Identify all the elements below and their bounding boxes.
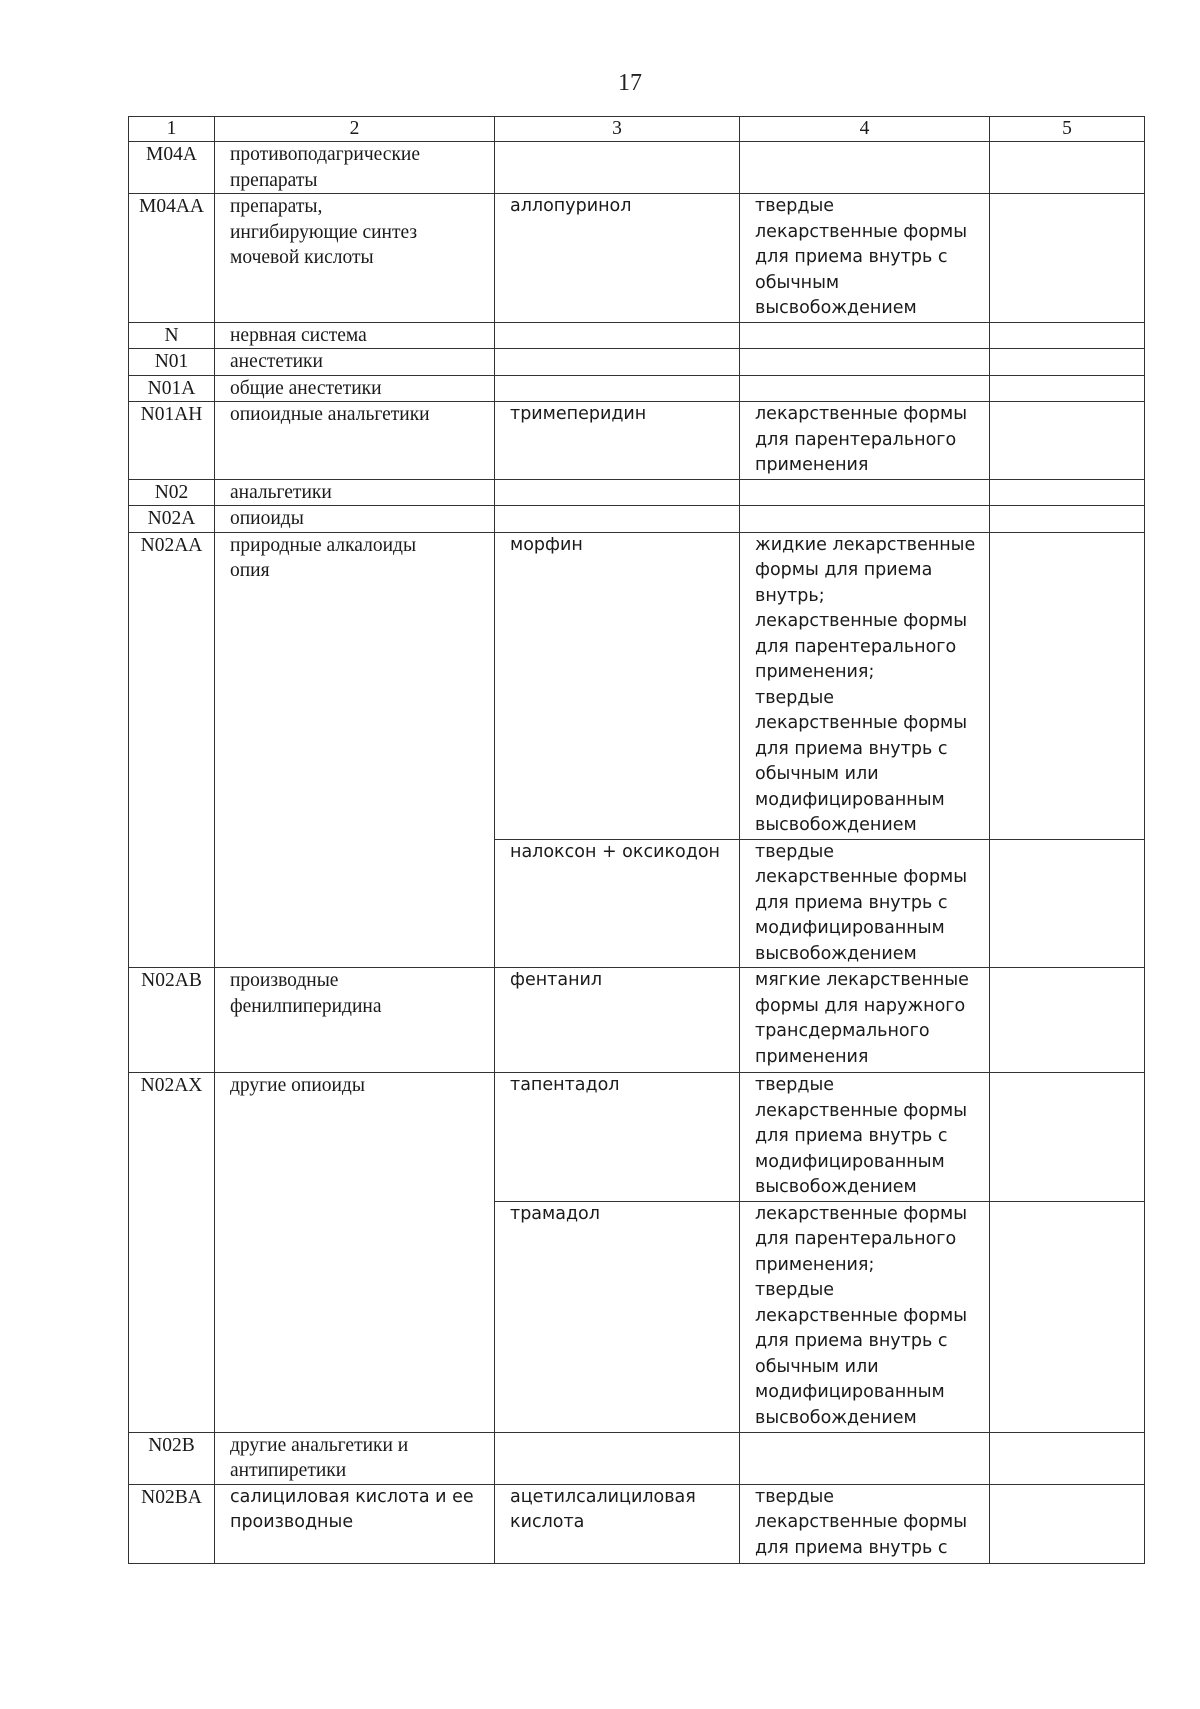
atc-code-cell: N02AB [129, 968, 215, 1073]
table-header-row [129, 117, 1145, 142]
note-cell [990, 479, 1145, 506]
table-row [129, 375, 1145, 402]
table-row [129, 532, 1145, 839]
drug-name-cell: фентанил [495, 968, 740, 1073]
dosage-form-cell: лекарственные формы для парентерального применения; твердые лекарственные формы для приема внутрь с обычным или модифицированным высвобождением [740, 1201, 990, 1432]
group-name-cell: анальгетики [215, 479, 495, 506]
group-name-cell: анестетики [215, 349, 495, 376]
group-name-cell: противоподагрические препараты [215, 142, 495, 194]
table-row [129, 1073, 1145, 1202]
note-cell [990, 194, 1145, 323]
table-row [129, 194, 1145, 323]
drug-name-cell: налоксон + оксикодон [495, 839, 740, 968]
atc-code-cell: N [129, 322, 215, 349]
drug-name-cell [495, 479, 740, 506]
note-cell [990, 375, 1145, 402]
note-cell [990, 1201, 1145, 1432]
drug-name-cell: тримеперидин [495, 402, 740, 480]
dosage-form-cell [740, 142, 990, 194]
atc-code-cell: N02 [129, 479, 215, 506]
table-row [129, 322, 1145, 349]
atc-code-cell: M04AA [129, 194, 215, 323]
atc-code-cell: N02A [129, 506, 215, 533]
dosage-form-cell: твердые лекарственные формы для приема внутрь с [740, 1484, 990, 1563]
group-name-cell: производные фенилпиперидина [215, 968, 495, 1073]
drug-name-cell: трамадол [495, 1201, 740, 1432]
atc-code-cell: N02BA [129, 1484, 215, 1563]
dosage-form-cell [740, 349, 990, 376]
note-cell [990, 1432, 1145, 1484]
dosage-form-cell: твердые лекарственные формы для приема внутрь с обычным высвобождением [740, 194, 990, 323]
group-name-cell: опиоидные анальгетики [215, 402, 495, 480]
table-row [129, 349, 1145, 376]
column-header-3: 3 [495, 117, 740, 142]
dosage-form-cell [740, 375, 990, 402]
drug-name-cell [495, 1432, 740, 1484]
table-row [129, 142, 1145, 194]
dosage-form-cell [740, 1432, 990, 1484]
note-cell [990, 142, 1145, 194]
atc-code-cell: N01 [129, 349, 215, 376]
note-cell [990, 402, 1145, 480]
drug-name-cell: аллопуринол [495, 194, 740, 323]
dosage-form-cell [740, 506, 990, 533]
group-name-cell: природные алкалоиды опия [215, 532, 495, 968]
atc-code-cell: N02B [129, 1432, 215, 1484]
note-cell [990, 532, 1145, 839]
dosage-form-cell: твердые лекарственные формы для приема внутрь с модифицированным высвобождением [740, 839, 990, 968]
drug-name-cell: морфин [495, 532, 740, 839]
atc-code-cell: N01AH [129, 402, 215, 480]
drug-name-cell [495, 375, 740, 402]
medication-table [128, 116, 1145, 1564]
table-row [129, 506, 1145, 533]
group-name-cell: опиоиды [215, 506, 495, 533]
atc-code-cell: N02AX [129, 1073, 215, 1433]
group-name-cell: другие опиоиды [215, 1073, 495, 1433]
group-name-cell: салициловая кислота и ее производные [215, 1484, 495, 1563]
column-header-1: 1 [129, 117, 215, 142]
atc-code-cell: N01A [129, 375, 215, 402]
dosage-form-cell: твердые лекарственные формы для приема внутрь с модифицированным высвобождением [740, 1073, 990, 1202]
note-cell [990, 322, 1145, 349]
dosage-form-cell: мягкие лекарственные формы для наружного трансдермального применения [740, 968, 990, 1073]
drug-name-cell [495, 506, 740, 533]
group-name-cell: нервная система [215, 322, 495, 349]
table-row [129, 1432, 1145, 1484]
column-header-2: 2 [215, 117, 495, 142]
column-header-4: 4 [740, 117, 990, 142]
table-row [129, 968, 1145, 1073]
note-cell [990, 839, 1145, 968]
drug-name-cell: ацетилсалициловая кислота [495, 1484, 740, 1563]
note-cell [990, 1073, 1145, 1202]
note-cell [990, 1484, 1145, 1563]
note-cell [990, 506, 1145, 533]
group-name-cell: препараты, ингибирующие синтез мочевой кислоты [215, 194, 495, 323]
atc-code-cell: M04A [129, 142, 215, 194]
dosage-form-cell [740, 322, 990, 349]
dosage-form-cell [740, 479, 990, 506]
column-header-5: 5 [990, 117, 1145, 142]
dosage-form-cell: лекарственные формы для парентерального применения [740, 402, 990, 480]
drug-name-cell [495, 142, 740, 194]
atc-code-cell: N02AA [129, 532, 215, 968]
dosage-form-cell: жидкие лекарственные формы для приема внутрь; лекарственные формы для парентерального применения; твердые лекарственные формы для приема внутрь с обычным или модифицированным высвобождением [740, 532, 990, 839]
page-number: 17 [618, 70, 642, 96]
group-name-cell: общие анестетики [215, 375, 495, 402]
drug-name-cell: тапентадол [495, 1073, 740, 1202]
group-name-cell: другие анальгетики и антипиретики [215, 1432, 495, 1484]
note-cell [990, 349, 1145, 376]
table-row [129, 479, 1145, 506]
drug-name-cell [495, 322, 740, 349]
drug-name-cell [495, 349, 740, 376]
table-row [129, 1484, 1145, 1563]
note-cell [990, 968, 1145, 1073]
table-row [129, 402, 1145, 480]
